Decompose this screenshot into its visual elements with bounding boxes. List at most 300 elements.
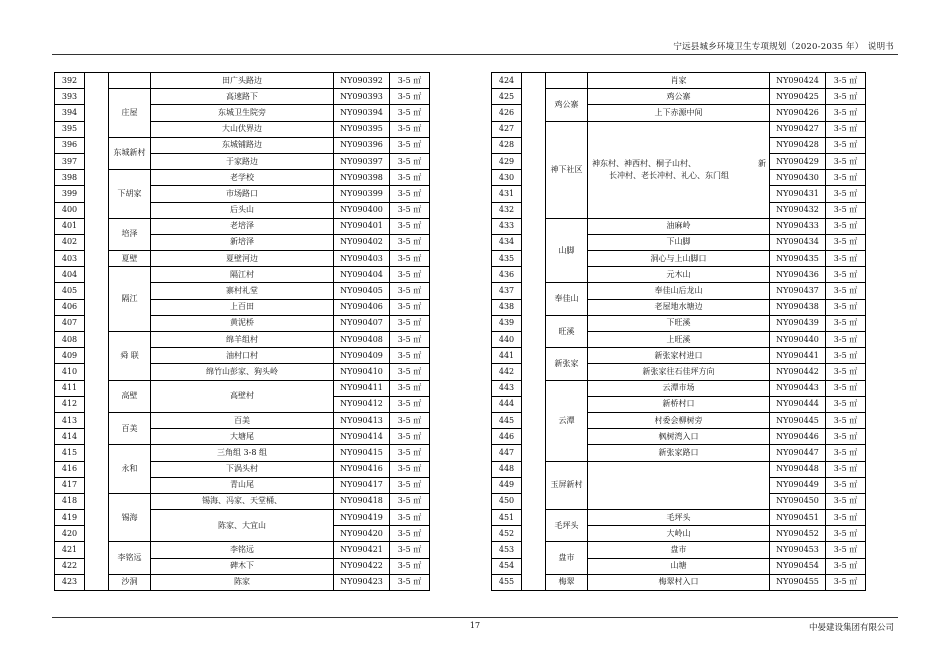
location-name: 大岭山	[588, 526, 770, 542]
facility-area: 3-5 ㎡	[390, 493, 430, 509]
facility-code: NY090417	[334, 477, 390, 493]
facility-area: 3-5 ㎡	[390, 73, 430, 89]
table-row	[55, 137, 430, 153]
row-number: 436	[492, 267, 522, 283]
table-row	[55, 218, 430, 234]
facility-area: 3-5 ㎡	[390, 380, 430, 396]
facility-area: 3-5 ㎡	[826, 299, 866, 315]
village-name: 庄屋	[109, 89, 151, 138]
facility-code: NY090422	[334, 558, 390, 574]
facility-code: NY090426	[770, 105, 826, 121]
facility-area: 3-5 ㎡	[826, 170, 866, 186]
header-rule	[52, 54, 898, 55]
facility-code: NY090440	[770, 332, 826, 348]
location-name: 毛坪头	[588, 510, 770, 526]
location-name: 大山伏界边	[151, 121, 334, 137]
row-number: 396	[55, 137, 85, 153]
location-name: 油麻岭	[588, 218, 770, 234]
location-name: 元木山	[588, 267, 770, 283]
table-row	[492, 121, 866, 137]
facility-area: 3-5 ㎡	[826, 283, 866, 299]
facility-code: NY090404	[334, 267, 390, 283]
location-name: 黄泥桥	[151, 315, 334, 331]
facility-code: NY090400	[334, 202, 390, 218]
village-name: 高壁	[109, 380, 151, 412]
facility-code: NY090444	[770, 396, 826, 412]
village-name: 夏壁	[109, 251, 151, 267]
facility-area: 3-5 ㎡	[390, 412, 430, 428]
location-name: 后头山	[151, 202, 334, 218]
row-number: 421	[55, 542, 85, 558]
row-number: 443	[492, 380, 522, 396]
facility-code: NY090401	[334, 218, 390, 234]
location-name: 东城卫生院旁	[151, 105, 334, 121]
facility-area: 3-5 ㎡	[390, 202, 430, 218]
table-row	[55, 170, 430, 186]
facility-area: 3-5 ㎡	[390, 89, 430, 105]
facility-area: 3-5 ㎡	[390, 267, 430, 283]
table-row	[492, 574, 866, 590]
facility-area: 3-5 ㎡	[390, 542, 430, 558]
village-name: 锡海	[109, 493, 151, 542]
row-number: 444	[492, 396, 522, 412]
location-name: 田广头路边	[151, 73, 334, 89]
row-number: 412	[55, 396, 85, 412]
facility-area: 3-5 ㎡	[390, 332, 430, 348]
row-number: 429	[492, 153, 522, 169]
blank-column-cell	[85, 73, 109, 591]
village-name: 百美	[109, 412, 151, 444]
facility-area: 3-5 ㎡	[826, 251, 866, 267]
facility-code: NY090395	[334, 121, 390, 137]
table-row	[55, 412, 430, 428]
facility-area: 3-5 ㎡	[826, 542, 866, 558]
company-name: 中晏建设集团有限公司	[808, 623, 894, 633]
facility-area: 3-5 ㎡	[826, 105, 866, 121]
village-name: 培泽	[109, 218, 151, 250]
facility-area: 3-5 ㎡	[826, 396, 866, 412]
row-number: 420	[55, 526, 85, 542]
facility-code: NY090410	[334, 364, 390, 380]
facility-code: NY090448	[770, 461, 826, 477]
facility-area: 3-5 ㎡	[390, 121, 430, 137]
facility-code: NY090437	[770, 283, 826, 299]
facility-area: 3-5 ㎡	[390, 315, 430, 331]
location-name: 老屋地水塘边	[588, 299, 770, 315]
row-number: 415	[55, 445, 85, 461]
row-number: 450	[492, 493, 522, 509]
facility-area: 3-5 ㎡	[826, 510, 866, 526]
row-number: 400	[55, 202, 85, 218]
row-number: 445	[492, 412, 522, 428]
location-name: 高壁村	[151, 380, 334, 412]
row-number: 424	[492, 73, 522, 89]
facility-code: NY090409	[334, 348, 390, 364]
location-name: 三角组 3-8 组	[151, 445, 334, 461]
facility-code: NY090416	[334, 461, 390, 477]
facility-code: NY090414	[334, 429, 390, 445]
facility-code: NY090392	[334, 73, 390, 89]
facility-code: NY090451	[770, 510, 826, 526]
facility-code: NY090399	[334, 186, 390, 202]
facility-code: NY090455	[770, 574, 826, 590]
location-name: 下旺溪	[588, 315, 770, 331]
table-row	[492, 380, 866, 396]
village-name: 山脚	[546, 218, 588, 283]
table-row	[55, 493, 430, 509]
row-number: 405	[55, 283, 85, 299]
facility-code: NY090450	[770, 493, 826, 509]
facility-area: 3-5 ㎡	[826, 412, 866, 428]
facility-code: NY090453	[770, 542, 826, 558]
row-number: 428	[492, 137, 522, 153]
table-row	[492, 218, 866, 234]
facility-code: NY090418	[334, 493, 390, 509]
facility-code: NY090428	[770, 137, 826, 153]
facility-code: NY090433	[770, 218, 826, 234]
row-number: 397	[55, 153, 85, 169]
row-number: 416	[55, 461, 85, 477]
row-number: 406	[55, 299, 85, 315]
table-row	[492, 542, 866, 558]
location-name: 新张家村进口	[588, 348, 770, 364]
facility-area: 3-5 ㎡	[826, 429, 866, 445]
facility-code: NY090423	[334, 574, 390, 590]
table-row	[492, 510, 866, 526]
facility-area: 3-5 ㎡	[826, 73, 866, 89]
location-name: 新培泽	[151, 234, 334, 250]
row-number: 455	[492, 574, 522, 590]
facility-area: 3-5 ㎡	[826, 218, 866, 234]
row-number: 419	[55, 510, 85, 526]
row-number: 417	[55, 477, 85, 493]
facility-area: 3-5 ㎡	[826, 121, 866, 137]
location-name: 奉佳山后龙山	[588, 283, 770, 299]
facility-area: 3-5 ㎡	[826, 558, 866, 574]
row-number: 437	[492, 283, 522, 299]
facility-code: NY090441	[770, 348, 826, 364]
facility-code: NY090413	[334, 412, 390, 428]
row-number: 410	[55, 364, 85, 380]
village-name	[109, 73, 151, 89]
footer-rule	[52, 617, 898, 618]
location-name: 村委会柳树旁	[588, 412, 770, 428]
row-number: 440	[492, 332, 522, 348]
page-header-title: 宁远县城乡环境卫生专项规划（2020-2035 年） 说明书	[673, 42, 894, 52]
facility-code: NY090454	[770, 558, 826, 574]
village-name: 梅翠	[546, 574, 588, 590]
row-number: 409	[55, 348, 85, 364]
facility-code: NY090438	[770, 299, 826, 315]
facility-code: NY090425	[770, 89, 826, 105]
row-number: 451	[492, 510, 522, 526]
village-name: 永和	[109, 445, 151, 494]
village-name: 新张家	[546, 348, 588, 380]
facility-area: 3-5 ㎡	[390, 105, 430, 121]
facility-code: NY090432	[770, 202, 826, 218]
row-number: 431	[492, 186, 522, 202]
facility-code: NY090415	[334, 445, 390, 461]
table-row	[55, 380, 430, 396]
facility-code: NY090402	[334, 234, 390, 250]
facility-code: NY090447	[770, 445, 826, 461]
location-name: 碑木下	[151, 558, 334, 574]
facility-area: 3-5 ㎡	[390, 510, 430, 526]
row-number: 401	[55, 218, 85, 234]
village-name: 鸡公寨	[546, 89, 588, 121]
facility-code: NY090394	[334, 105, 390, 121]
facility-area: 3-5 ㎡	[826, 332, 866, 348]
location-name: 洞心与上山脚口	[588, 251, 770, 267]
location-name	[588, 461, 770, 510]
table-row	[55, 73, 430, 89]
facility-code: NY090393	[334, 89, 390, 105]
row-number: 392	[55, 73, 85, 89]
row-number: 449	[492, 477, 522, 493]
row-number: 434	[492, 234, 522, 250]
location-line-2: 长冲村、老长冲村、礼心、东门组	[609, 170, 729, 180]
facility-area: 3-5 ㎡	[826, 574, 866, 590]
facility-code: NY090429	[770, 153, 826, 169]
facility-code: NY090436	[770, 267, 826, 283]
page-number: 17	[469, 621, 481, 630]
facility-code: NY090442	[770, 364, 826, 380]
facility-code: NY090407	[334, 315, 390, 331]
facility-area: 3-5 ㎡	[826, 380, 866, 396]
row-number: 403	[55, 251, 85, 267]
row-number: 438	[492, 299, 522, 315]
row-number: 439	[492, 315, 522, 331]
facility-code: NY090446	[770, 429, 826, 445]
facility-code: NY090439	[770, 315, 826, 331]
facility-code: NY090405	[334, 283, 390, 299]
location-name: 东城铺路边	[151, 137, 334, 153]
facility-code: NY090396	[334, 137, 390, 153]
location-name: 寨村礼堂	[151, 283, 334, 299]
location-name: 陈家	[151, 574, 334, 590]
facility-code: NY090431	[770, 186, 826, 202]
location-name	[588, 121, 770, 218]
row-number: 393	[55, 89, 85, 105]
row-number: 422	[55, 558, 85, 574]
facility-area: 3-5 ㎡	[390, 429, 430, 445]
facility-code: NY090443	[770, 380, 826, 396]
location-name: 夏壁河边	[151, 251, 334, 267]
row-number: 426	[492, 105, 522, 121]
row-number: 411	[55, 380, 85, 396]
location-name: 绵羊组村	[151, 332, 334, 348]
facility-area: 3-5 ㎡	[826, 202, 866, 218]
facility-area: 3-5 ㎡	[826, 137, 866, 153]
location-name: 市场路口	[151, 186, 334, 202]
village-name: 神下社区	[546, 121, 588, 218]
table-row	[55, 251, 430, 267]
facility-area: 3-5 ㎡	[390, 396, 430, 412]
village-name: 奉佳山	[546, 283, 588, 315]
location-name: 下涡头村	[151, 461, 334, 477]
row-number: 448	[492, 461, 522, 477]
table-row	[492, 315, 866, 331]
village-name	[546, 73, 588, 89]
row-number: 435	[492, 251, 522, 267]
facility-code: NY090434	[770, 234, 826, 250]
location-overflow-char: 新	[758, 158, 766, 168]
facility-code: NY090420	[334, 526, 390, 542]
row-number: 442	[492, 364, 522, 380]
facility-area: 3-5 ㎡	[390, 137, 430, 153]
facility-area: 3-5 ㎡	[826, 477, 866, 493]
location-name: 高速路下	[151, 89, 334, 105]
location-name: 上下赤源中间	[588, 105, 770, 121]
facility-code: NY090445	[770, 412, 826, 428]
row-number: 441	[492, 348, 522, 364]
table-row	[55, 574, 430, 590]
facility-code: NY090408	[334, 332, 390, 348]
facility-area: 3-5 ㎡	[390, 445, 430, 461]
facility-code: NY090427	[770, 121, 826, 137]
location-name: 梅翠村入口	[588, 574, 770, 590]
table-row	[55, 267, 430, 283]
blank-column-cell	[522, 73, 546, 591]
left-table	[54, 72, 430, 591]
facility-area: 3-5 ㎡	[826, 493, 866, 509]
facility-code: NY090397	[334, 153, 390, 169]
location-name: 下山脚	[588, 234, 770, 250]
facility-area: 3-5 ㎡	[826, 234, 866, 250]
right-table	[491, 72, 866, 591]
facility-area: 3-5 ㎡	[826, 461, 866, 477]
facility-code: NY090398	[334, 170, 390, 186]
row-number: 413	[55, 412, 85, 428]
facility-area: 3-5 ㎡	[390, 170, 430, 186]
village-name: 东城新村	[109, 137, 151, 169]
facility-area: 3-5 ㎡	[826, 348, 866, 364]
facility-area: 3-5 ㎡	[390, 574, 430, 590]
location-name: 上旺溪	[588, 332, 770, 348]
location-name: 新桥村口	[588, 396, 770, 412]
facility-area: 3-5 ㎡	[390, 299, 430, 315]
facility-area: 3-5 ㎡	[826, 315, 866, 331]
location-name: 枫树湾入口	[588, 429, 770, 445]
table-row	[492, 461, 866, 477]
location-name: 老学校	[151, 170, 334, 186]
row-number: 427	[492, 121, 522, 137]
facility-code: NY090421	[334, 542, 390, 558]
facility-area: 3-5 ㎡	[826, 526, 866, 542]
row-number: 402	[55, 234, 85, 250]
facility-area: 3-5 ㎡	[390, 348, 430, 364]
row-number: 432	[492, 202, 522, 218]
table-row	[492, 89, 866, 105]
row-number: 404	[55, 267, 85, 283]
row-number: 395	[55, 121, 85, 137]
village-name: 隔江	[109, 267, 151, 332]
village-name: 云潭	[546, 380, 588, 461]
location-name: 云潭市场	[588, 380, 770, 396]
facility-area: 3-5 ㎡	[390, 558, 430, 574]
facility-code: NY090435	[770, 251, 826, 267]
facility-area: 3-5 ㎡	[826, 445, 866, 461]
row-number: 452	[492, 526, 522, 542]
facility-area: 3-5 ㎡	[390, 234, 430, 250]
village-name: 盘市	[546, 542, 588, 574]
row-number: 408	[55, 332, 85, 348]
row-number: 433	[492, 218, 522, 234]
facility-code: NY090452	[770, 526, 826, 542]
row-number: 407	[55, 315, 85, 331]
village-name: 舜 联	[109, 332, 151, 381]
facility-area: 3-5 ㎡	[390, 477, 430, 493]
location-name: 油村口村	[151, 348, 334, 364]
location-name: 青山尾	[151, 477, 334, 493]
row-number: 430	[492, 170, 522, 186]
row-number: 398	[55, 170, 85, 186]
table-row	[55, 332, 430, 348]
row-number: 446	[492, 429, 522, 445]
table-row	[492, 348, 866, 364]
facility-code: NY090406	[334, 299, 390, 315]
facility-area: 3-5 ㎡	[390, 283, 430, 299]
row-number: 453	[492, 542, 522, 558]
facility-code: NY090449	[770, 477, 826, 493]
facility-area: 3-5 ㎡	[390, 186, 430, 202]
table-row	[55, 445, 430, 461]
row-number: 394	[55, 105, 85, 121]
location-name: 绵竹山彭家、狗头岭	[151, 364, 334, 380]
location-name: 肖家	[588, 73, 770, 89]
facility-area: 3-5 ㎡	[390, 251, 430, 267]
location-name: 上百田	[151, 299, 334, 315]
location-name: 山塘	[588, 558, 770, 574]
location-name: 大塘尾	[151, 429, 334, 445]
facility-area: 3-5 ㎡	[826, 153, 866, 169]
table-row	[55, 542, 430, 558]
village-name: 毛坪头	[546, 510, 588, 542]
location-line-1: 神东村、神西村、桐子山村、	[592, 158, 696, 168]
village-name: 旺溪	[546, 315, 588, 347]
location-name: 新张家往石佳坪方向	[588, 364, 770, 380]
row-number: 423	[55, 574, 85, 590]
location-name: 老培泽	[151, 218, 334, 234]
location-name: 盘市	[588, 542, 770, 558]
table-row	[492, 283, 866, 299]
location-name: 隔江村	[151, 267, 334, 283]
facility-area: 3-5 ㎡	[826, 89, 866, 105]
facility-area: 3-5 ㎡	[390, 461, 430, 477]
facility-code: NY090424	[770, 73, 826, 89]
location-name: 百美	[151, 412, 334, 428]
facility-code: NY090419	[334, 510, 390, 526]
facility-code: NY090411	[334, 380, 390, 396]
facility-area: 3-5 ㎡	[390, 218, 430, 234]
village-name: 沙洞	[109, 574, 151, 590]
row-number: 454	[492, 558, 522, 574]
location-name: 鸡公寨	[588, 89, 770, 105]
table-row	[55, 89, 430, 105]
village-name: 下胡家	[109, 170, 151, 219]
facility-area: 3-5 ㎡	[390, 153, 430, 169]
row-number: 414	[55, 429, 85, 445]
location-name: 李铭远	[151, 542, 334, 558]
facility-area: 3-5 ㎡	[826, 364, 866, 380]
row-number: 418	[55, 493, 85, 509]
village-name: 玉屏新村	[546, 461, 588, 510]
row-number: 399	[55, 186, 85, 202]
row-number: 425	[492, 89, 522, 105]
location-name: 新张家路口	[588, 445, 770, 461]
facility-code: NY090430	[770, 170, 826, 186]
location-name: 于家路边	[151, 153, 334, 169]
